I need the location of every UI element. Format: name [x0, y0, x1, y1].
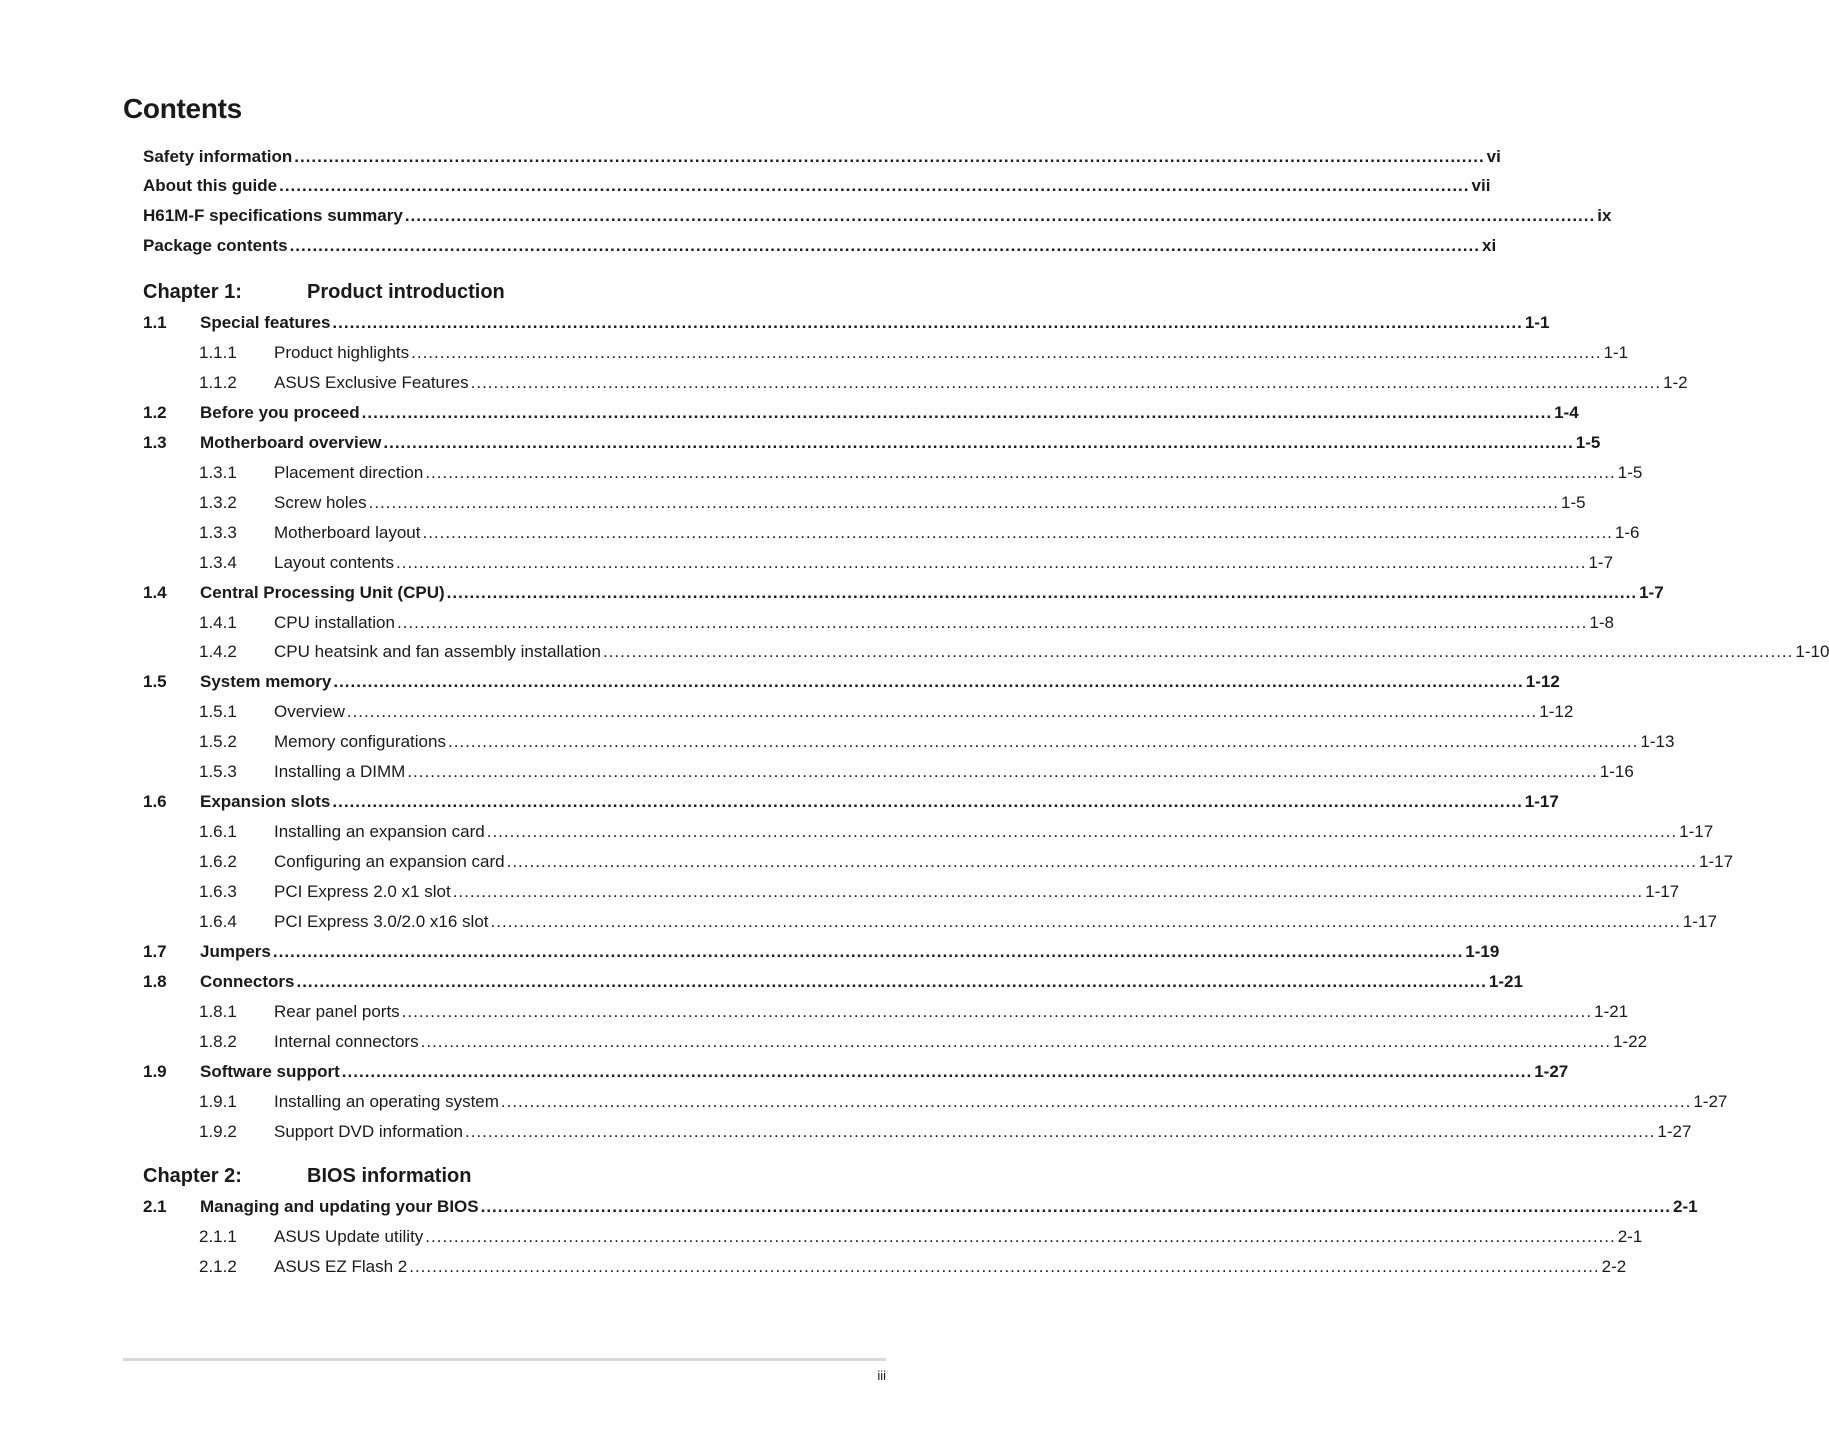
- entry-number: 2.1: [143, 1197, 167, 1216]
- toc-subsection-entry[interactable]: [143, 462, 1643, 484]
- entry-label: About this guide: [143, 176, 278, 195]
- entry-page-number: 1-27: [1534, 1062, 1569, 1081]
- page-title: Contents: [123, 93, 242, 124]
- toc-subsection-entry[interactable]: [143, 552, 1614, 574]
- entry-label: Before you proceed: [200, 403, 360, 422]
- entry-label: Motherboard layout: [274, 523, 421, 542]
- entry-number: 1.5.3: [199, 762, 237, 781]
- dot-leader: ................................................................................................................................................................................................................: [404, 206, 1596, 225]
- entry-page-number: 1-12: [1525, 672, 1560, 691]
- toc-subsection-entry[interactable]: [143, 492, 1586, 514]
- entry-number: 1.9.2: [199, 1122, 237, 1141]
- toc-subsection-entry[interactable]: [143, 731, 1675, 753]
- chapter-title: BIOS information: [307, 1165, 472, 1187]
- entry-page-number: 1-17: [1679, 822, 1714, 841]
- dot-leader: ................................................................................................................................................................................................................: [500, 1092, 1692, 1111]
- entry-label: Placement direction: [274, 463, 424, 482]
- entry-page-number: 1-10: [1795, 642, 1829, 661]
- entry-page-number: vii: [1471, 176, 1491, 195]
- toc-section-entry[interactable]: [143, 941, 1500, 963]
- entry-page-number: 1-17: [1524, 792, 1559, 811]
- entry-label: Product highlights: [274, 343, 410, 362]
- entry-number: 2.1.1: [199, 1227, 237, 1246]
- dot-leader: ................................................................................................................................................................................................................: [425, 1227, 1616, 1246]
- dot-leader: ................................................................................................................................................................................................................: [296, 972, 1487, 991]
- entry-number: 1.4: [143, 583, 167, 602]
- entry-label: Special features: [200, 313, 331, 332]
- toc-front-matter-entry[interactable]: [143, 146, 1501, 168]
- dot-leader: ................................................................................................................................................................................................................: [396, 553, 1587, 572]
- dot-leader: ................................................................................................................................................................................................................: [411, 343, 1602, 362]
- toc-section-entry[interactable]: [143, 1196, 1698, 1218]
- entry-label: Memory configurations: [274, 732, 446, 751]
- toc-section-entry[interactable]: [143, 402, 1579, 424]
- entry-page-number: 1-12: [1539, 702, 1574, 721]
- entry-page-number: 1-8: [1589, 613, 1614, 632]
- entry-label: Jumpers: [200, 942, 271, 961]
- toc-front-matter-entry[interactable]: [143, 235, 1497, 257]
- entry-label: CPU installation: [274, 613, 395, 632]
- entry-number: 1.3.1: [199, 463, 237, 482]
- toc-section-entry[interactable]: [143, 582, 1664, 604]
- entry-page-number: 1-6: [1614, 523, 1640, 542]
- entry-page-number: 1-19: [1465, 942, 1500, 961]
- toc-subsection-entry[interactable]: [143, 881, 1680, 903]
- entry-label: Package contents: [143, 236, 288, 255]
- entry-page-number: 1-17: [1699, 852, 1734, 871]
- entry-page-number: 2-2: [1601, 1257, 1627, 1276]
- toc-section-entry[interactable]: [143, 432, 1601, 454]
- entry-number: 1.6.4: [199, 912, 237, 931]
- dot-leader: ................................................................................................................................................................................................................: [420, 1032, 1612, 1051]
- entry-number: 1.6.1: [199, 822, 237, 841]
- entry-page-number: 1-13: [1640, 732, 1675, 751]
- toc-subsection-entry[interactable]: [143, 821, 1714, 843]
- toc-subsection-entry[interactable]: [143, 1256, 1627, 1278]
- dot-leader: ................................................................................................................................................................................................................: [506, 852, 1698, 871]
- entry-page-number: 1-22: [1613, 1032, 1648, 1051]
- entry-number: 1.2: [143, 403, 167, 422]
- dot-leader: ................................................................................................................................................................................................................: [464, 1122, 1656, 1141]
- entry-number: 1.1: [143, 313, 167, 332]
- dot-leader: ................................................................................................................................................................................................................: [486, 822, 1678, 841]
- entry-number: 1.5: [143, 672, 167, 691]
- entry-number: 1.1.1: [199, 343, 237, 362]
- dot-leader: ................................................................................................................................................................................................................: [401, 1002, 1593, 1021]
- entry-number: 1.8.2: [199, 1032, 237, 1051]
- dot-leader: ................................................................................................................................................................................................................: [272, 942, 1464, 961]
- entry-number: 1.4.2: [199, 642, 237, 661]
- entry-number: 1.3: [143, 433, 167, 452]
- entry-number: 1.3.4: [199, 553, 237, 572]
- entry-number: 1.4.1: [199, 613, 237, 632]
- entry-label: ASUS Update utility: [274, 1227, 424, 1246]
- entry-number: 1.6: [143, 792, 167, 811]
- dot-leader: ................................................................................................................................................................................................................: [447, 732, 1639, 751]
- toc-section-entry[interactable]: [143, 312, 1550, 334]
- dot-leader: ................................................................................................................................................................................................................: [490, 912, 1681, 931]
- toc-subsection-entry[interactable]: [143, 641, 1829, 663]
- entry-page-number: 1-21: [1594, 1002, 1629, 1021]
- entry-label: H61M-F specifications summary: [143, 206, 403, 225]
- toc-subsection-entry[interactable]: [143, 372, 1688, 394]
- dot-leader: ................................................................................................................................................................................................................: [470, 373, 1662, 392]
- toc-front-matter-entry[interactable]: [143, 175, 1491, 197]
- entry-label: CPU heatsink and fan assembly installation: [274, 642, 601, 661]
- entry-number: 2.1.2: [199, 1257, 237, 1276]
- toc-front-matter-entry[interactable]: [143, 205, 1612, 227]
- chapter-heading: [143, 281, 505, 307]
- entry-number: 1.9: [143, 1062, 167, 1081]
- entry-page-number: 1-5: [1561, 493, 1586, 512]
- entry-label: ASUS Exclusive Features: [274, 373, 469, 392]
- entry-label: Motherboard overview: [200, 433, 382, 452]
- footer-divider: [123, 1358, 886, 1361]
- dot-leader: ................................................................................................................................................................................................................: [480, 1197, 1672, 1216]
- toc-subsection-entry[interactable]: [143, 342, 1629, 364]
- entry-label: PCI Express 3.0/2.0 x16 slot: [274, 912, 489, 931]
- entry-label: Support DVD information: [274, 1122, 463, 1141]
- entry-number: 1.6.3: [199, 882, 237, 901]
- entry-page-number: 1-1: [1603, 343, 1629, 362]
- entry-label: Central Processing Unit (CPU): [200, 583, 445, 602]
- toc-subsection-entry[interactable]: [143, 1226, 1643, 1248]
- entry-page-number: 1-17: [1645, 882, 1680, 901]
- toc-section-entry[interactable]: [143, 1061, 1569, 1083]
- entry-number: 1.3.3: [199, 523, 237, 542]
- entry-page-number: 1-7: [1639, 583, 1664, 602]
- chapter-number: Chapter 2:: [143, 1165, 242, 1187]
- entry-number: 1.9.1: [199, 1092, 237, 1111]
- dot-leader: ................................................................................................................................................................................................................: [407, 762, 1598, 781]
- entry-label: Managing and updating your BIOS: [200, 1197, 479, 1216]
- entry-page-number: 1-7: [1588, 553, 1614, 572]
- entry-page-number: xi: [1481, 236, 1497, 255]
- entry-label: Installing an operating system: [274, 1092, 499, 1111]
- dot-leader: ................................................................................................................................................................................................................: [346, 702, 1538, 721]
- dot-leader: ................................................................................................................................................................................................................: [332, 313, 1523, 332]
- chapter-number: Chapter 1:: [143, 281, 242, 303]
- dot-leader: ................................................................................................................................................................................................................: [341, 1062, 1533, 1081]
- toc-section-entry[interactable]: [143, 671, 1560, 693]
- dot-leader: ................................................................................................................................................................................................................: [425, 463, 1616, 482]
- footer-page-number: iii: [877, 1368, 886, 1383]
- dot-leader: ................................................................................................................................................................................................................: [452, 882, 1644, 901]
- toc-subsection-entry[interactable]: [143, 612, 1614, 634]
- toc-subsection-entry[interactable]: [143, 1001, 1629, 1023]
- dot-leader: ................................................................................................................................................................................................................: [279, 176, 1470, 195]
- toc-subsection-entry[interactable]: [143, 851, 1734, 873]
- toc-subsection-entry[interactable]: [143, 1031, 1648, 1053]
- entry-label: Internal connectors: [274, 1032, 419, 1051]
- dot-leader: ................................................................................................................................................................................................................: [332, 792, 1523, 811]
- dot-leader: ................................................................................................................................................................................................................: [294, 147, 1485, 166]
- entry-number: 1.8: [143, 972, 167, 991]
- entry-number: 1.1.2: [199, 373, 237, 392]
- toc-section-entry[interactable]: [143, 791, 1559, 813]
- entry-page-number: ix: [1597, 206, 1612, 225]
- dot-leader: ................................................................................................................................................................................................................: [333, 672, 1524, 691]
- entry-page-number: 1-27: [1693, 1092, 1728, 1111]
- entry-number: 1.8.1: [199, 1002, 237, 1021]
- dot-leader: ................................................................................................................................................................................................................: [409, 1257, 1600, 1276]
- entry-label: Rear panel ports: [274, 1002, 400, 1021]
- entry-page-number: 1-16: [1599, 762, 1634, 781]
- toc-subsection-entry[interactable]: [143, 522, 1640, 544]
- entry-page-number: vi: [1486, 147, 1501, 166]
- dot-leader: ................................................................................................................................................................................................................: [446, 583, 1638, 602]
- chapter-title: Product introduction: [307, 281, 505, 303]
- dot-leader: ................................................................................................................................................................................................................: [368, 493, 1560, 512]
- entry-label: System memory: [200, 672, 332, 691]
- entry-number: 1.5.1: [199, 702, 237, 721]
- entry-number: 1.7: [143, 942, 167, 961]
- entry-page-number: 1-1: [1524, 313, 1550, 332]
- dot-leader: ................................................................................................................................................................................................................: [396, 613, 1588, 632]
- entry-label: Overview: [274, 702, 345, 721]
- toc-subsection-entry[interactable]: [143, 911, 1717, 933]
- entry-number: 1.6.2: [199, 852, 237, 871]
- toc-subsection-entry[interactable]: [143, 1121, 1692, 1143]
- entry-page-number: 1-17: [1682, 912, 1717, 931]
- entry-label: ASUS EZ Flash 2: [274, 1257, 408, 1276]
- entry-page-number: 1-2: [1663, 373, 1688, 392]
- entry-page-number: 2-1: [1617, 1227, 1643, 1246]
- entry-label: Layout contents: [274, 553, 395, 572]
- entry-page-number: 1-5: [1617, 463, 1643, 482]
- toc-subsection-entry[interactable]: [143, 761, 1634, 783]
- entry-label: Installing an expansion card: [274, 822, 485, 841]
- toc-subsection-entry[interactable]: [143, 701, 1574, 723]
- entry-page-number: 1-27: [1657, 1122, 1692, 1141]
- entry-label: Connectors: [200, 972, 295, 991]
- toc-subsection-entry[interactable]: [143, 1091, 1728, 1113]
- toc-section-entry[interactable]: [143, 971, 1523, 993]
- entry-label: Expansion slots: [200, 792, 331, 811]
- entry-page-number: 2-1: [1673, 1197, 1698, 1216]
- dot-leader: ................................................................................................................................................................................................................: [361, 403, 1553, 422]
- entry-label: Safety information: [143, 147, 293, 166]
- entry-label: Software support: [200, 1062, 340, 1081]
- entry-page-number: 1-21: [1488, 972, 1523, 991]
- entry-label: Configuring an expansion card: [274, 852, 505, 871]
- entry-number: 1.3.2: [199, 493, 237, 512]
- dot-leader: ................................................................................................................................................................................................................: [422, 523, 1613, 542]
- dot-leader: ................................................................................................................................................................................................................: [383, 433, 1574, 452]
- entry-page-number: 1-4: [1554, 403, 1579, 422]
- entry-label: PCI Express 2.0 x1 slot: [274, 882, 451, 901]
- entry-number: 1.5.2: [199, 732, 237, 751]
- dot-leader: ................................................................................................................................................................................................................: [602, 642, 1794, 661]
- entry-label: Installing a DIMM: [274, 762, 406, 781]
- entry-page-number: 1-5: [1575, 433, 1601, 452]
- dot-leader: ................................................................................................................................................................................................................: [289, 236, 1480, 255]
- entry-label: Screw holes: [274, 493, 367, 512]
- chapter-heading: [143, 1165, 471, 1191]
